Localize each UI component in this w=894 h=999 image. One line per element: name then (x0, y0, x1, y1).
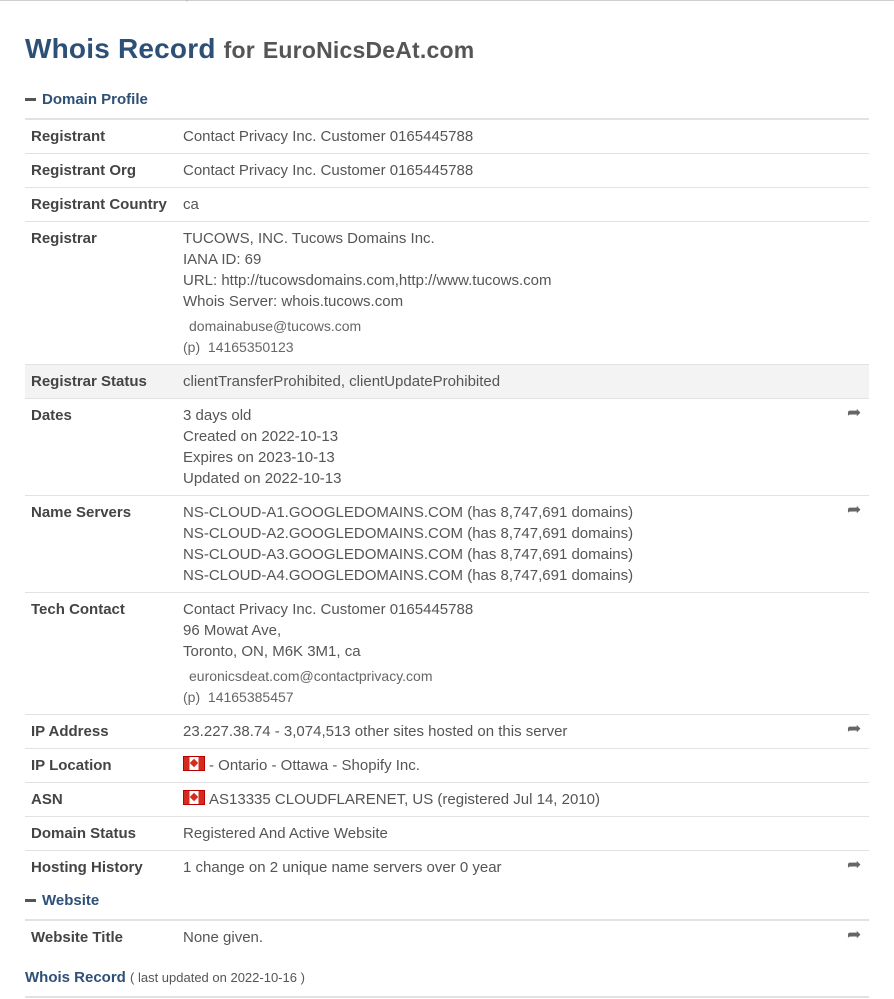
label-tech-contact: Tech Contact (25, 593, 183, 715)
bottom-divider (25, 996, 869, 998)
tech-contact-phone (183, 687, 869, 708)
row-registrar-status (25, 365, 869, 399)
footer-updated: ( last updated on 2022-10-16 ) (130, 970, 305, 985)
value-asn (183, 783, 869, 817)
row-registrant-org (25, 154, 869, 188)
canada-flag-icon (183, 756, 205, 771)
page-title (25, 33, 474, 65)
row-name-servers (25, 496, 869, 593)
value-domain-status: Registered And Active Website (183, 817, 869, 851)
name-server-item: NS-CLOUD-A4.GOOGLEDOMAINS.COM (has 8,747,691 domains) (183, 567, 634, 584)
website-title-text: None given. (183, 929, 264, 946)
minus-icon[interactable] (25, 899, 36, 902)
dates-age: 3 days old (183, 407, 252, 424)
share-arrow-icon[interactable]: ➦ (847, 403, 862, 422)
hosting-history-text: 1 change on 2 unique name servers over 0 year (183, 859, 502, 876)
dates-expires: Expires on 2023-10-13 (183, 449, 335, 466)
domain-profile-heading[interactable] (25, 91, 148, 108)
value-registrar-status: clientTransferProhibited, clientUpdateProhibited (183, 365, 869, 399)
value-registrant-country: ca (183, 188, 869, 222)
registrar-email: domainabuse@tucows.com (189, 318, 362, 334)
asn-text: AS13335 CLOUDFLARENET, US (registered Jul 14, 2010) (209, 791, 601, 808)
value-dates (183, 399, 869, 496)
website-heading-label: Website (42, 892, 100, 909)
website-heading[interactable] (25, 892, 99, 909)
row-asn (25, 783, 869, 817)
label-name-servers: Name Servers (25, 496, 183, 593)
registrar-phone-number: 14165350123 (207, 339, 294, 355)
share-arrow-icon[interactable]: ➦ (847, 855, 862, 874)
label-registrant-country: Registrant Country (25, 188, 183, 222)
label-dates: Dates (25, 399, 183, 496)
page-title-for: for (223, 37, 255, 63)
domain-profile-heading-label: Domain Profile (42, 91, 148, 108)
label-asn: ASN (25, 783, 183, 817)
row-registrant-country (25, 188, 869, 222)
label-registrant: Registrant (25, 119, 183, 154)
value-website-title (183, 920, 869, 954)
ip-location-text: - Ontario - Ottawa - Shopify Inc. (209, 757, 420, 774)
registrar-url: URL: http://tucowsdomains.com,http://www.tucows.com (183, 272, 552, 289)
top-mark: ' (186, 0, 188, 8)
dates-updated: Updated on 2022-10-13 (183, 470, 342, 487)
tech-contact-phone-prefix: (p) (183, 689, 201, 705)
tech-contact-phone-number: 14165385457 (207, 689, 294, 705)
registrar-phone-prefix: (p) (183, 339, 201, 355)
row-hosting-history (25, 851, 869, 885)
value-registrar (183, 222, 869, 365)
page-title-domain: EuroNicsDeAt.com (262, 37, 475, 63)
tech-contact-city: Toronto, ON, M6K 3M1, ca (183, 643, 361, 660)
label-hosting-history: Hosting History (31, 859, 143, 876)
value-registrant: Contact Privacy Inc. Customer 0165445788 (183, 119, 869, 154)
row-tech-contact (25, 593, 869, 715)
row-domain-status (25, 817, 869, 851)
value-name-servers (183, 496, 869, 593)
tech-contact-street: 96 Mowat Ave, (183, 622, 282, 639)
registrar-iana: IANA ID: 69 (183, 251, 262, 268)
value-ip-location (183, 749, 869, 783)
tech-contact-email: euronicsdeat.com@contactprivacy.com (189, 668, 433, 684)
tech-contact-name: Contact Privacy Inc. Customer 0165445788 (183, 601, 474, 618)
page-title-main: Whois Record (25, 33, 216, 64)
domain-profile-table (25, 118, 869, 884)
website-table (25, 919, 869, 954)
label-ip-location: IP Location (25, 749, 183, 783)
top-divider (0, 0, 894, 1)
ip-address-text: 23.227.38.74 - 3,074,513 other sites hosted on this server (183, 723, 568, 740)
label-registrar: Registrar (25, 222, 183, 365)
minus-icon[interactable] (25, 98, 36, 101)
row-ip-address (25, 715, 869, 749)
registrar-name: TUCOWS, INC. Tucows Domains Inc. (183, 230, 435, 247)
share-arrow-icon[interactable]: ➦ (847, 925, 862, 944)
label-registrant-org: Registrant Org (25, 154, 183, 188)
name-server-item: NS-CLOUD-A3.GOOGLEDOMAINS.COM (has 8,747,691 domains) (183, 546, 634, 563)
canada-flag-icon (183, 790, 205, 805)
name-server-item: NS-CLOUD-A2.GOOGLEDOMAINS.COM (has 8,747,691 domains) (183, 525, 634, 542)
row-dates (25, 399, 869, 496)
row-website-title (25, 920, 869, 954)
value-registrant-org: Contact Privacy Inc. Customer 0165445788 (183, 154, 869, 188)
value-tech-contact (183, 593, 869, 715)
row-ip-location (25, 749, 869, 783)
dates-created: Created on 2022-10-13 (183, 428, 339, 445)
value-ip-address (183, 715, 869, 749)
row-registrar (25, 222, 869, 365)
value-hosting-history (183, 851, 869, 885)
share-arrow-icon[interactable]: ➦ (847, 719, 862, 738)
footer-title: Whois Record (25, 969, 126, 986)
label-ip-address: IP Address (25, 715, 183, 749)
share-arrow-icon[interactable]: ➦ (847, 500, 862, 519)
name-server-item: NS-CLOUD-A1.GOOGLEDOMAINS.COM (has 8,747,691 domains) (183, 504, 634, 521)
registrar-whois-server: Whois Server: whois.tucows.com (183, 293, 404, 310)
label-domain-status: Domain Status (25, 817, 183, 851)
whois-record-footer (25, 969, 305, 986)
registrar-phone (183, 337, 869, 358)
row-registrant (25, 119, 869, 154)
label-website-title: Website Title (25, 920, 183, 954)
label-registrar-status: Registrar Status (25, 365, 183, 399)
